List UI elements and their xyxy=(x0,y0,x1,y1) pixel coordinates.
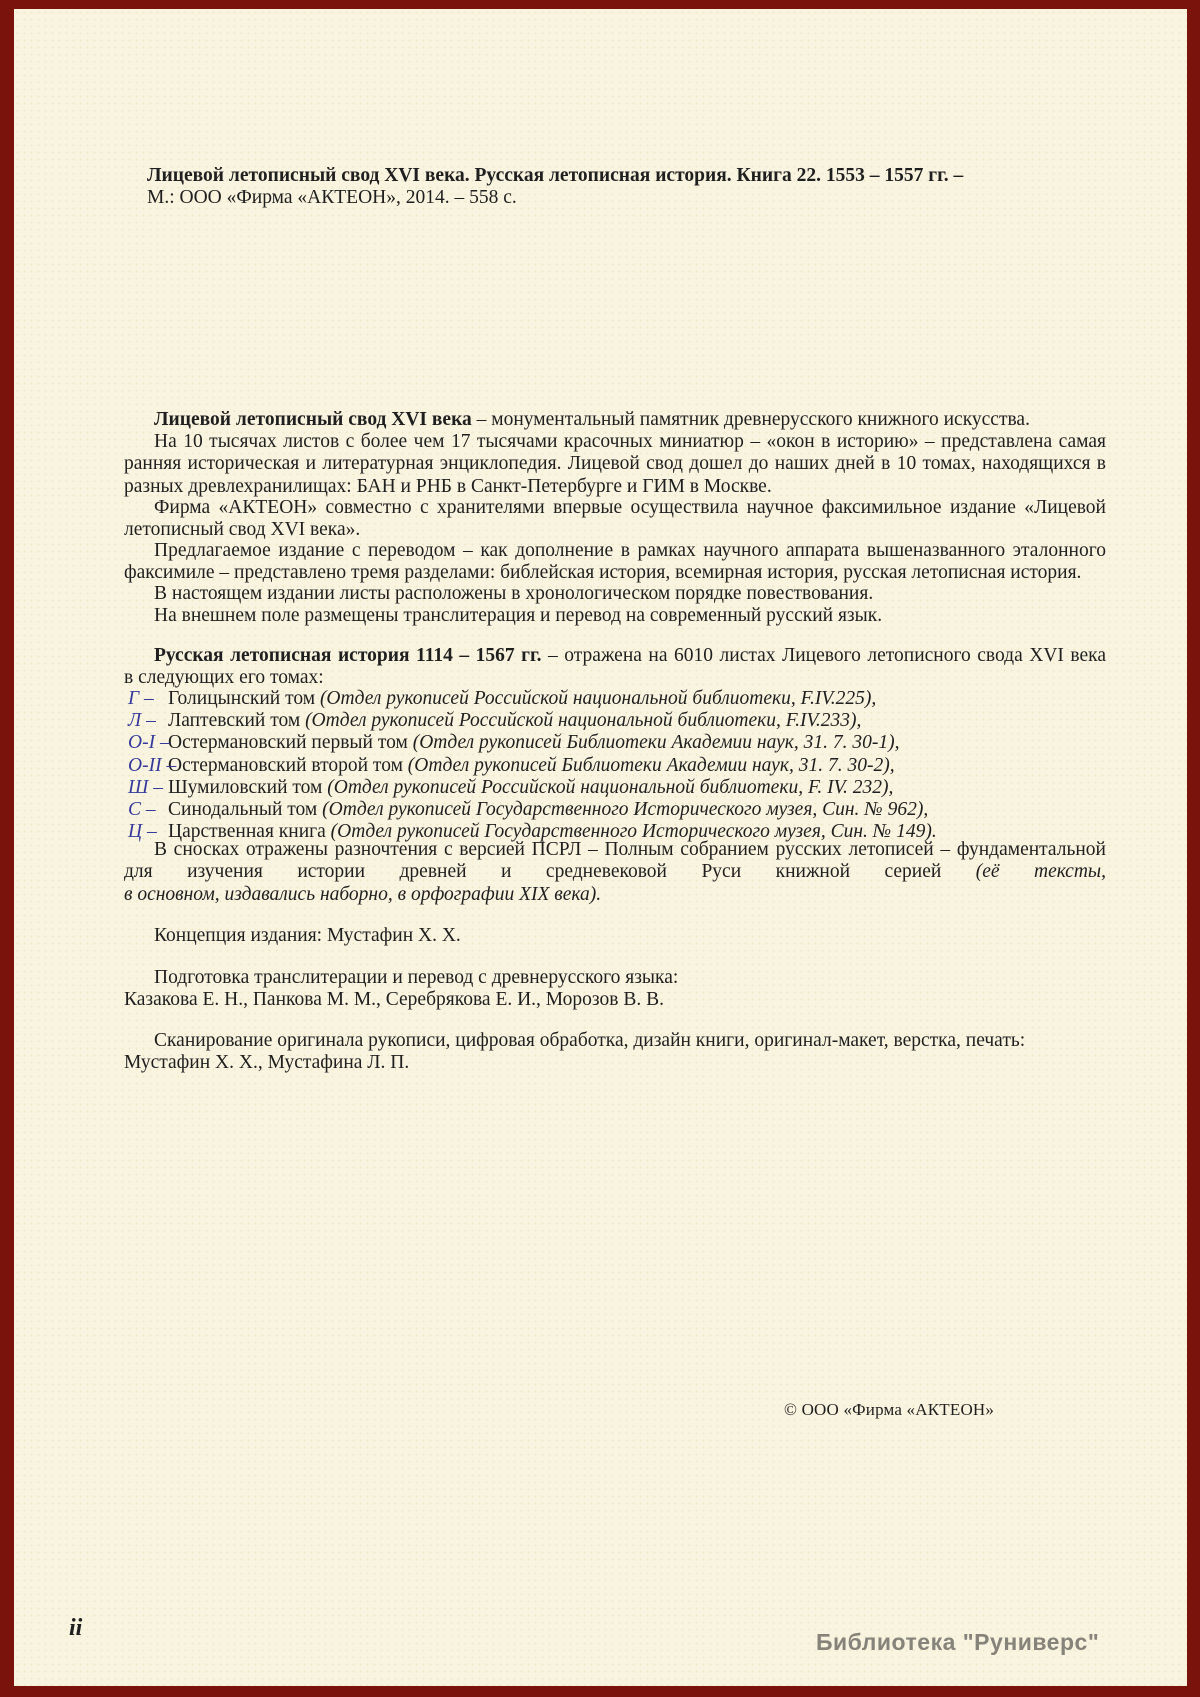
volume-row xyxy=(124,710,1106,732)
paragraph-overview: На 10 тысячах листов с более чем 17 тысячами красочных миниатюр – «окон в историю» – представлена самая ранняя историческая и литературная энциклопедия. Лицевой свод дошел до наших дней в 10 томах, находящихся в разных древлехранилищах: БАН и РНБ в Санкт-Петербурге и ГИМ в Москве. xyxy=(124,431,1106,497)
volumes-list xyxy=(124,688,1106,843)
footnotes-line2-italic: (её тексты, xyxy=(975,861,1106,883)
volume-name: Остермановский первый том xyxy=(168,732,413,754)
footnotes-line2-regular: для изучения истории древней и средневековой Руси книжной серией xyxy=(124,861,976,883)
footnotes-line2 xyxy=(124,861,1106,883)
paragraph-facsimile: Фирма «АКТЕОН» совместно с хранителями впервые осуществила научное факсимильное издание «Лицевой летописный свод XVI века». xyxy=(124,497,1106,541)
book-page xyxy=(14,9,1187,1686)
volume-name: Синодальный том xyxy=(168,798,323,820)
paragraph-intro-rest: – монументальный памятник древнерусского книжного искусства. xyxy=(471,409,1030,430)
volume-archive: (Отдел рукописей Библиотеки Академии наук, 31. 7. 30-1), xyxy=(412,732,900,754)
credit-transliteration xyxy=(124,967,1106,1012)
footnotes-line3: в основном, издавались наборно, в орфографии XIX века). xyxy=(124,883,602,905)
credit-transliteration-title: Подготовка транслитерации и перевод с древнерусского языка: xyxy=(154,967,679,988)
volume-row xyxy=(124,799,1106,821)
bibliographic-title-bold: Лицевой летописный свод XVI века. Русская летописная история. Книга 22. 1553 – 1557 гг. – xyxy=(147,165,964,186)
volume-archive: (Отдел рукописей Государственного Исторического музея, Син. № 962), xyxy=(322,798,929,820)
footnotes-line1: В сносках отражены разночтения с версией ПСРЛ – Полным собранием русских летописей – фундаментальной xyxy=(154,839,1106,860)
volume-name: Шумиловский том xyxy=(168,776,328,798)
paragraph-intro-lead: Лицевой летописный свод XVI века xyxy=(154,409,472,430)
credit-scanning-names: Мустафин Х. Х., Мустафина Л. П. xyxy=(124,1052,410,1074)
volume-name: Остермановский второй том xyxy=(168,754,408,776)
volume-archive: (Отдел рукописей Российской национальной библиотеки, F. IV. 232), xyxy=(327,776,894,798)
volumes-section-intro xyxy=(124,645,1106,690)
volume-letter: Ш – xyxy=(128,776,163,798)
volume-letter: Л – xyxy=(128,710,156,732)
bibliographic-entry xyxy=(147,165,1107,210)
volumes-intro-line2: в следующих его томах: xyxy=(124,667,324,689)
credit-scanning xyxy=(124,1030,1106,1075)
volume-archive: (Отдел рукописей Государственного Исторического музея, Син. № 149). xyxy=(330,821,937,843)
volume-archive: (Отдел рукописей Российской национальной библиотеки, F.IV.233), xyxy=(305,710,862,732)
volume-letter: Г – xyxy=(128,688,154,709)
volume-letter: О-I – xyxy=(128,732,170,754)
volume-name: Голицынский том xyxy=(168,688,320,709)
footnotes-paragraph xyxy=(124,839,1106,906)
credit-transliteration-names: Казакова Е. Н., Панкова М. М., Серебрякова Е. И., Морозов В. В. xyxy=(124,989,664,1011)
copyright-line: © ООО «Фирма «АКТЕОН» xyxy=(784,1400,995,1419)
volumes-intro-bold: Русская летописная история 1114 – 1567 гг. xyxy=(154,645,542,666)
volume-row xyxy=(124,732,1106,754)
volume-name: Лаптевский том xyxy=(168,710,306,732)
bibliographic-title xyxy=(147,165,1107,187)
paragraph-intro xyxy=(124,409,1106,431)
page-number: ii xyxy=(69,1615,83,1641)
volume-archive: (Отдел рукописей Российской национальной библиотеки, F.IV.225), xyxy=(319,688,877,709)
credit-concept: Концепция издания: Мустафин Х. Х. xyxy=(154,925,461,946)
credit-scanning-title: Сканирование оригинала рукописи, цифровая обработка, дизайн книги, оригинал-макет, верстка, печать: xyxy=(154,1030,1026,1051)
paragraph-order: В настоящем издании листы расположены в хронологическом порядке повествования. xyxy=(154,583,874,604)
volume-row xyxy=(124,688,1106,710)
volume-archive: (Отдел рукописей Библиотеки Академии наук, 31. 7. 30-2), xyxy=(407,754,895,776)
library-watermark: Библиотека "Руниверс" xyxy=(816,1629,1100,1655)
volume-letter: С – xyxy=(128,798,156,820)
volumes-intro-line1 xyxy=(124,645,1106,667)
volume-row xyxy=(124,777,1106,799)
bibliographic-imprint: М.: ООО «Фирма «АКТЕОН», 2014. – 558 с. xyxy=(147,187,517,209)
paragraph-translation: Предлагаемое издание с переводом – как дополнение в рамках научного аппарата вышеназванного эталонного факсимиле – представлено тремя разделами: библейская история, всемирная история, русская летописная история. xyxy=(124,540,1106,584)
volume-letter: О-II – xyxy=(128,754,177,776)
volume-name: Царственная книга xyxy=(168,821,331,843)
paragraph-margins: На внешнем поле размещены транслитерация и перевод на современный русский язык. xyxy=(154,605,883,626)
volumes-intro-rest: – отражена на 6010 листах Лицевого летописного свода XVI века xyxy=(541,645,1106,666)
volume-letter: Ц – xyxy=(128,821,157,843)
volume-row xyxy=(124,755,1106,777)
